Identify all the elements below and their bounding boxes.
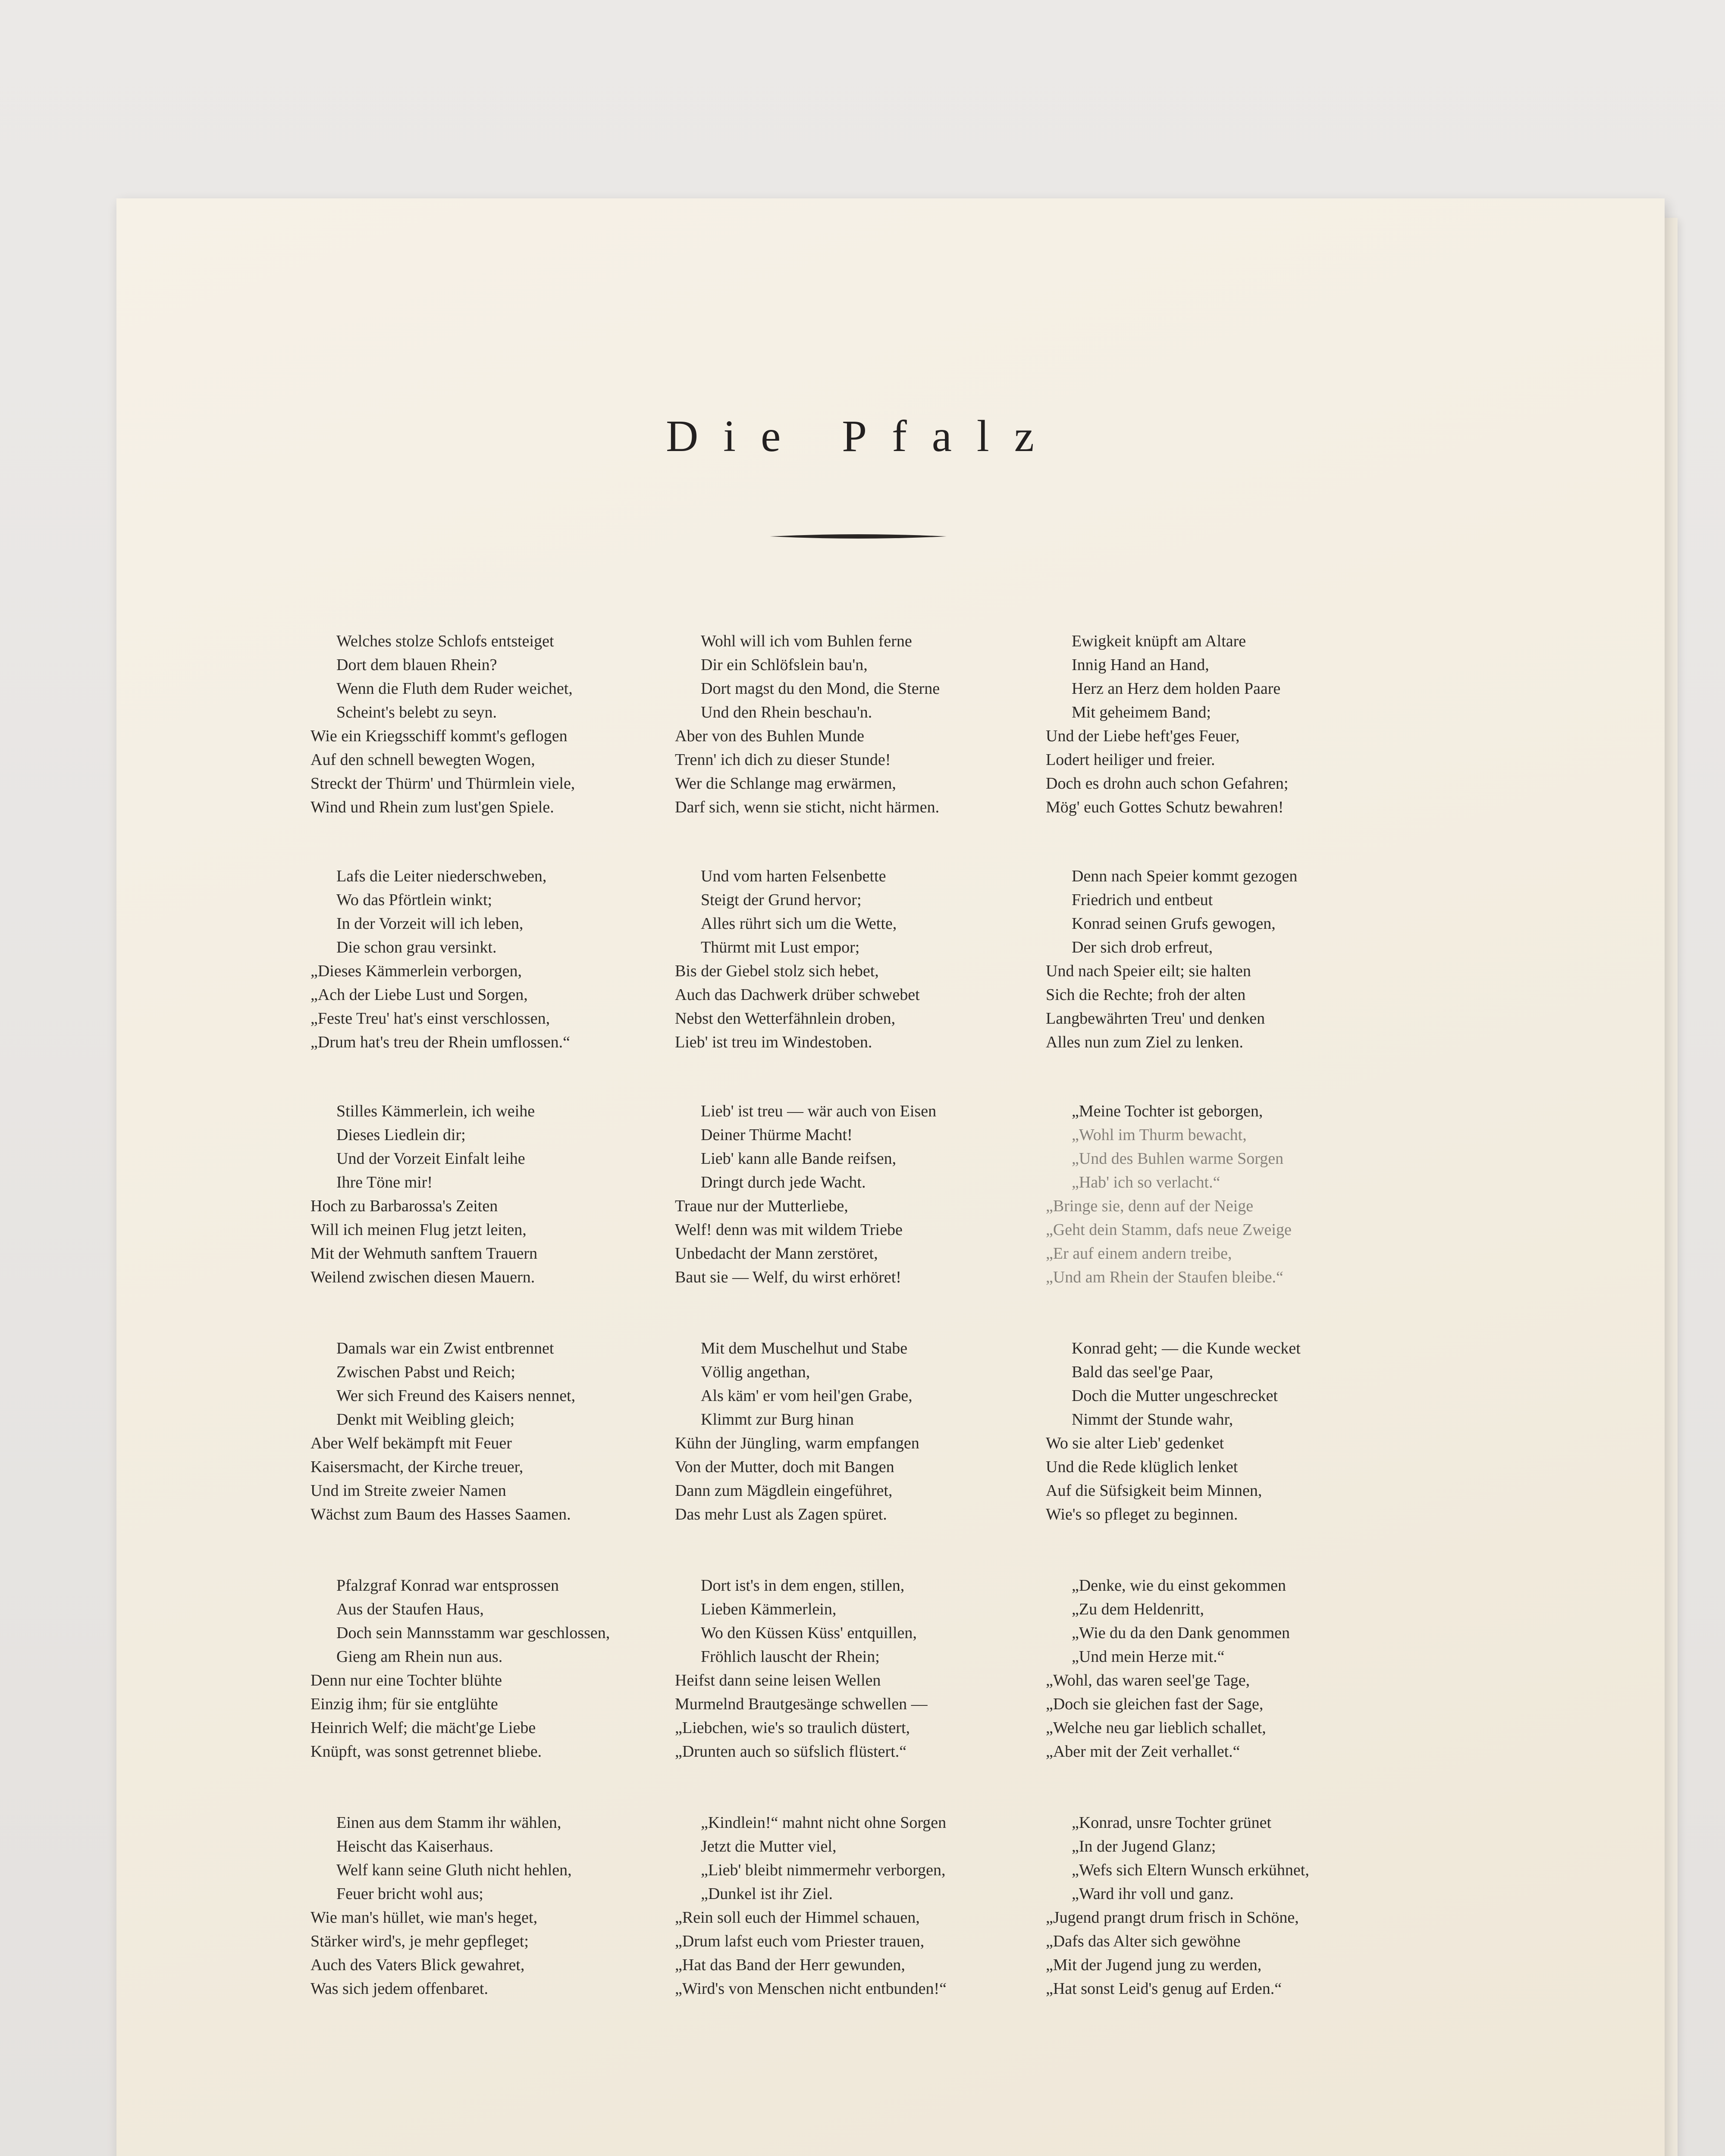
page-title: Die Pfalz [666, 411, 1059, 461]
verse-line: Trenn' ich dich zu dieser Stunde! [675, 751, 891, 769]
verse-line: „Wohl im Thurm bewacht, [1072, 1126, 1247, 1144]
verse-line: Lieb' kann alle Bande reifsen, [701, 1150, 897, 1168]
verse-line: „Bringe sie, denn auf der Neige [1046, 1197, 1254, 1215]
verse-line: Will ich meinen Flug jetzt leiten, [310, 1221, 527, 1239]
verse-line: Deiner Thürme Macht! [701, 1126, 853, 1144]
verse-line: Denkt mit Weibling gleich; [336, 1410, 515, 1429]
stanza [310, 1100, 699, 1289]
verse-line: Friedrich und entbeut [1072, 891, 1213, 909]
verse-line: Das mehr Lust als Zagen spüret. [675, 1505, 887, 1523]
verse-line: Mit geheimem Band; [1072, 703, 1211, 721]
verse-line: Dieses Liedlein dir; [336, 1126, 466, 1144]
verse-line: „Denke, wie du einst gekommen [1072, 1576, 1286, 1595]
verse-line: Bald das seel'ge Paar, [1072, 1363, 1214, 1381]
verse-line: Unbedacht der Mann zerstöret, [675, 1244, 878, 1263]
verse-line: Wind und Rhein zum lust'gen Spiele. [310, 798, 554, 816]
verse-line: „Dunkel ist ihr Ziel. [701, 1885, 833, 1903]
stanza [310, 630, 699, 819]
stanza [675, 1811, 1063, 2001]
verse-line: Weilend zwischen diesen Mauern. [310, 1268, 535, 1286]
verse-line: „Feste Treu' hat's einst verschlossen, [310, 1009, 550, 1028]
stanza [675, 1574, 1063, 1764]
verse-line: Völlig angethan, [701, 1363, 810, 1381]
verse-line: „Hat sonst Leid's genug auf Erden.“ [1046, 1980, 1282, 1998]
verse-line: Und den Rhein beschau'n. [701, 703, 872, 721]
verse-line: Dort dem blauen Rhein? [336, 656, 497, 674]
verse-line: Und der Vorzeit Einfalt leihe [336, 1150, 525, 1168]
stanza [1046, 865, 1434, 1054]
stanza [1046, 1100, 1434, 1289]
verse-line: „Dafs das Alter sich gewöhne [1046, 1932, 1241, 1950]
verse-line: Nebst den Wetterfähnlein droben, [675, 1009, 896, 1028]
verse-line: Heinrich Welf; die mächt'ge Liebe [310, 1719, 536, 1737]
verse-line: „Wefs sich Eltern Wunsch erkühnet, [1072, 1861, 1309, 1879]
verse-line: Als käm' er vom heil'gen Grabe, [701, 1387, 913, 1405]
verse-line: „Doch sie gleichen fast der Sage, [1046, 1695, 1264, 1713]
verse-line: Murmelnd Brautgesänge schwellen — [675, 1695, 928, 1713]
verse-line: Dringt durch jede Wacht. [701, 1173, 866, 1191]
verse-line: Stärker wird's, je mehr gepfleget; [310, 1932, 529, 1950]
verse-line: Lodert heiliger und freier. [1046, 751, 1215, 769]
verse-line: Auf den schnell bewegten Wogen, [310, 751, 535, 769]
verse-line: Langbewährten Treu' und denken [1046, 1009, 1265, 1028]
verse-line: Dort ist's in dem engen, stillen, [701, 1576, 905, 1595]
verse-line: Doch sein Mannsstamm war geschlossen, [336, 1624, 610, 1642]
stanza [310, 1811, 699, 2001]
verse-line: Und nach Speier eilt; sie halten [1046, 962, 1251, 980]
verse-line: Hoch zu Barbarossa's Zeiten [310, 1197, 498, 1215]
verse-line: „Konrad, unsre Tochter grünet [1072, 1814, 1272, 1832]
stanza [310, 865, 699, 1054]
verse-line: Von der Mutter, doch mit Bangen [675, 1458, 894, 1476]
verse-line: „Jugend prangt drum frisch in Schöne, [1046, 1908, 1299, 1927]
verse-line: Feuer bricht wohl aus; [336, 1885, 483, 1903]
verse-line: Wo sie alter Lieb' gedenket [1046, 1434, 1224, 1452]
verse-line: Welf kann seine Gluth nicht hehlen, [336, 1861, 572, 1879]
verse-line: „Lieb' bleibt nimmermehr verborgen, [701, 1861, 946, 1879]
verse-line: Auf die Süfsigkeit beim Minnen, [1046, 1482, 1262, 1500]
verse-line: Darf sich, wenn sie sticht, nicht härmen. [675, 798, 940, 816]
verse-line: Wohl will ich vom Buhlen ferne [701, 632, 912, 650]
stanza [675, 1337, 1063, 1526]
verse-line: Welf! denn was mit wildem Triebe [675, 1221, 903, 1239]
verse-line: „Hab' ich so verlacht.“ [1072, 1173, 1220, 1191]
verse-line: Mit der Wehmuth sanftem Trauern [310, 1244, 538, 1263]
verse-line: „Welche neu gar lieblich schallet, [1046, 1719, 1266, 1737]
verse-line: Dir ein Schlöfslein bau'n, [701, 656, 868, 674]
verse-line: Gieng am Rhein nun aus. [336, 1648, 503, 1666]
verse-line: Jetzt die Mutter viel, [701, 1837, 837, 1855]
verse-line: Bis der Giebel stolz sich hebet, [675, 962, 879, 980]
verse-line: Einzig ihm; für sie entglühte [310, 1695, 498, 1713]
verse-line: Baut sie — Welf, du wirst erhöret! [675, 1268, 901, 1286]
verse-line: Konrad seinen Grufs gewogen, [1072, 915, 1276, 933]
verse-line: Knüpft, was sonst getrennet bliebe. [310, 1742, 542, 1761]
verse-line: „Drunten auch so süfslich flüstert.“ [675, 1742, 907, 1761]
verse-line: „Hat das Band der Herr gewunden, [675, 1956, 905, 1974]
verse-line: Wenn die Fluth dem Ruder weichet, [336, 680, 573, 698]
stanza [675, 630, 1063, 819]
verse-line: „Ward ihr voll und ganz. [1072, 1885, 1234, 1903]
verse-line: Thürmt mit Lust empor; [701, 938, 860, 956]
verse-line: Damals war ein Zwist entbrennet [336, 1339, 554, 1357]
verse-line: Und die Rede klüglich lenket [1046, 1458, 1238, 1476]
verse-line: Nimmt der Stunde wahr, [1072, 1410, 1233, 1429]
verse-line: Lieb' ist treu im Windestoben. [675, 1033, 872, 1051]
verse-line: Doch es drohn auch schon Gefahren; [1046, 774, 1289, 793]
verse-line: „Wohl, das waren seel'ge Tage, [1046, 1671, 1250, 1689]
verse-line: Heifst dann seine leisen Wellen [675, 1671, 881, 1689]
verse-line: Der sich drob erfreut, [1072, 938, 1213, 956]
verse-line: Einen aus dem Stamm ihr wählen, [336, 1814, 561, 1832]
verse-line: „Wie du da den Dank genommen [1072, 1624, 1290, 1642]
verse-line: Innig Hand an Hand, [1072, 656, 1209, 674]
verse-line: „Drum hat's treu der Rhein umflossen.“ [310, 1033, 571, 1051]
verse-line: Auch das Dachwerk drüber schwebet [675, 986, 920, 1004]
verse-line: „Kindlein!“ mahnt nicht ohne Sorgen [701, 1814, 947, 1832]
verse-line: Mit dem Muschelhut und Stabe [701, 1339, 908, 1357]
verse-line: In der Vorzeit will ich leben, [336, 915, 524, 933]
verse-line: Aus der Staufen Haus, [336, 1600, 484, 1618]
verse-line: Traue nur der Mutterliebe, [675, 1197, 848, 1215]
verse-line: „Geht dein Stamm, dafs neue Zweige [1046, 1221, 1292, 1239]
verse-line: „Und des Buhlen warme Sorgen [1072, 1150, 1284, 1168]
verse-line: Ewigkeit knüpft am Altare [1072, 632, 1246, 650]
verse-line: Klimmt zur Burg hinan [701, 1410, 854, 1429]
verse-line: Heischt das Kaiserhaus. [336, 1837, 494, 1855]
verse-line: Alles nun zum Ziel zu lenken. [1046, 1033, 1243, 1051]
verse-line: Und vom harten Felsenbette [701, 867, 886, 885]
verse-line: Aber Welf bekämpft mit Feuer [310, 1434, 512, 1452]
verse-line: Lieben Kämmerlein, [701, 1600, 837, 1618]
verse-line: Fröhlich lauscht der Rhein; [701, 1648, 880, 1666]
stanza [1046, 1811, 1434, 2001]
verse-line: Scheint's belebt zu seyn. [336, 703, 497, 721]
verse-line: Kaisersmacht, der Kirche treuer, [310, 1458, 524, 1476]
verse-line: Kühn der Jüngling, warm empfangen [675, 1434, 919, 1452]
verse-line: „Zu dem Heldenritt, [1072, 1600, 1204, 1618]
stanza [310, 1337, 699, 1526]
verse-line: Die schon grau versinkt. [336, 938, 497, 956]
verse-line: Dort magst du den Mond, die Sterne [701, 680, 940, 698]
verse-line: Auch des Vaters Blick gewahret, [310, 1956, 525, 1974]
verse-line: Mög' euch Gottes Schutz bewahren! [1046, 798, 1284, 816]
verse-line: Wie ein Kriegsschiff kommt's geflogen [310, 727, 568, 745]
stanza [310, 1574, 699, 1764]
verse-line: Sich die Rechte; froh der alten [1046, 986, 1246, 1004]
title-ornament-rule [770, 531, 947, 542]
verse-line: „Meine Tochter ist geborgen, [1072, 1102, 1263, 1120]
verse-line: Wer sich Freund des Kaisers nennet, [336, 1387, 576, 1405]
verse-line: „Liebchen, wie's so traulich düstert, [675, 1719, 910, 1737]
verse-line: „Und am Rhein der Staufen bleibe.“ [1046, 1268, 1283, 1286]
verse-line: Denn nur eine Tochter blühte [310, 1671, 502, 1689]
verse-line: Welches stolze Schlofs entsteiget [336, 632, 554, 650]
verse-line: Lafs die Leiter niederschweben, [336, 867, 547, 885]
stanza [675, 865, 1063, 1054]
verse-line: Wo das Pförtlein winkt; [336, 891, 492, 909]
verse-line: Und im Streite zweier Namen [310, 1482, 506, 1500]
stanza [1046, 1337, 1434, 1526]
verse-line: „Mit der Jugend jung zu werden, [1046, 1956, 1262, 1974]
verse-line: „Dieses Kämmerlein verborgen, [310, 962, 522, 980]
verse-line: Herz an Herz dem holden Paare [1072, 680, 1281, 698]
stanza [1046, 1574, 1434, 1764]
verse-line: „Aber mit der Zeit verhallet.“ [1046, 1742, 1240, 1761]
verse-line: Zwischen Pabst und Reich; [336, 1363, 515, 1381]
stanza [675, 1100, 1063, 1289]
verse-line: Pfalzgraf Konrad war entsprossen [336, 1576, 559, 1595]
verse-line: Stilles Kämmerlein, ich weihe [336, 1102, 535, 1120]
verse-line: Denn nach Speier kommt gezogen [1072, 867, 1298, 885]
verse-line: Wo den Küssen Küss' entquillen, [701, 1624, 917, 1642]
verse-line: Doch die Mutter ungeschrecket [1072, 1387, 1278, 1405]
verse-line: Aber von des Buhlen Munde [675, 727, 865, 745]
verse-line: „Rein soll euch der Himmel schauen, [675, 1908, 920, 1927]
verse-line: „Und mein Herze mit.“ [1072, 1648, 1225, 1666]
verse-line: Lieb' ist treu — wär auch von Eisen [701, 1102, 937, 1120]
verse-line: Dann zum Mägdlein eingeführet, [675, 1482, 893, 1500]
verse-line: Wie's so pfleget zu beginnen. [1046, 1505, 1238, 1523]
verse-line: Streckt der Thürm' und Thürmlein viele, [310, 774, 575, 793]
verse-line: Wie man's hüllet, wie man's heget, [310, 1908, 538, 1927]
verse-line: „Ach der Liebe Lust und Sorgen, [310, 986, 528, 1004]
verse-line: „Drum lafst euch vom Priester trauen, [675, 1932, 925, 1950]
verse-line: Steigt der Grund hervor; [701, 891, 862, 909]
stanza [1046, 630, 1434, 819]
verse-line: Alles rührt sich um die Wette, [701, 915, 897, 933]
verse-line: Konrad geht; — die Kunde wecket [1072, 1339, 1301, 1357]
verse-line: Wer die Schlange mag erwärmen, [675, 774, 896, 793]
verse-line: Und der Liebe heft'ges Feuer, [1046, 727, 1240, 745]
verse-line: „Wird's von Menschen nicht entbunden!“ [675, 1980, 947, 1998]
verse-line: „In der Jugend Glanz; [1072, 1837, 1216, 1855]
verse-line: Wächst zum Baum des Hasses Saamen. [310, 1505, 571, 1523]
verse-line: „Er auf einem andern treibe, [1046, 1244, 1232, 1263]
verse-line: Was sich jedem offenbaret. [310, 1980, 488, 1998]
verse-line: Ihre Töne mir! [336, 1173, 433, 1191]
